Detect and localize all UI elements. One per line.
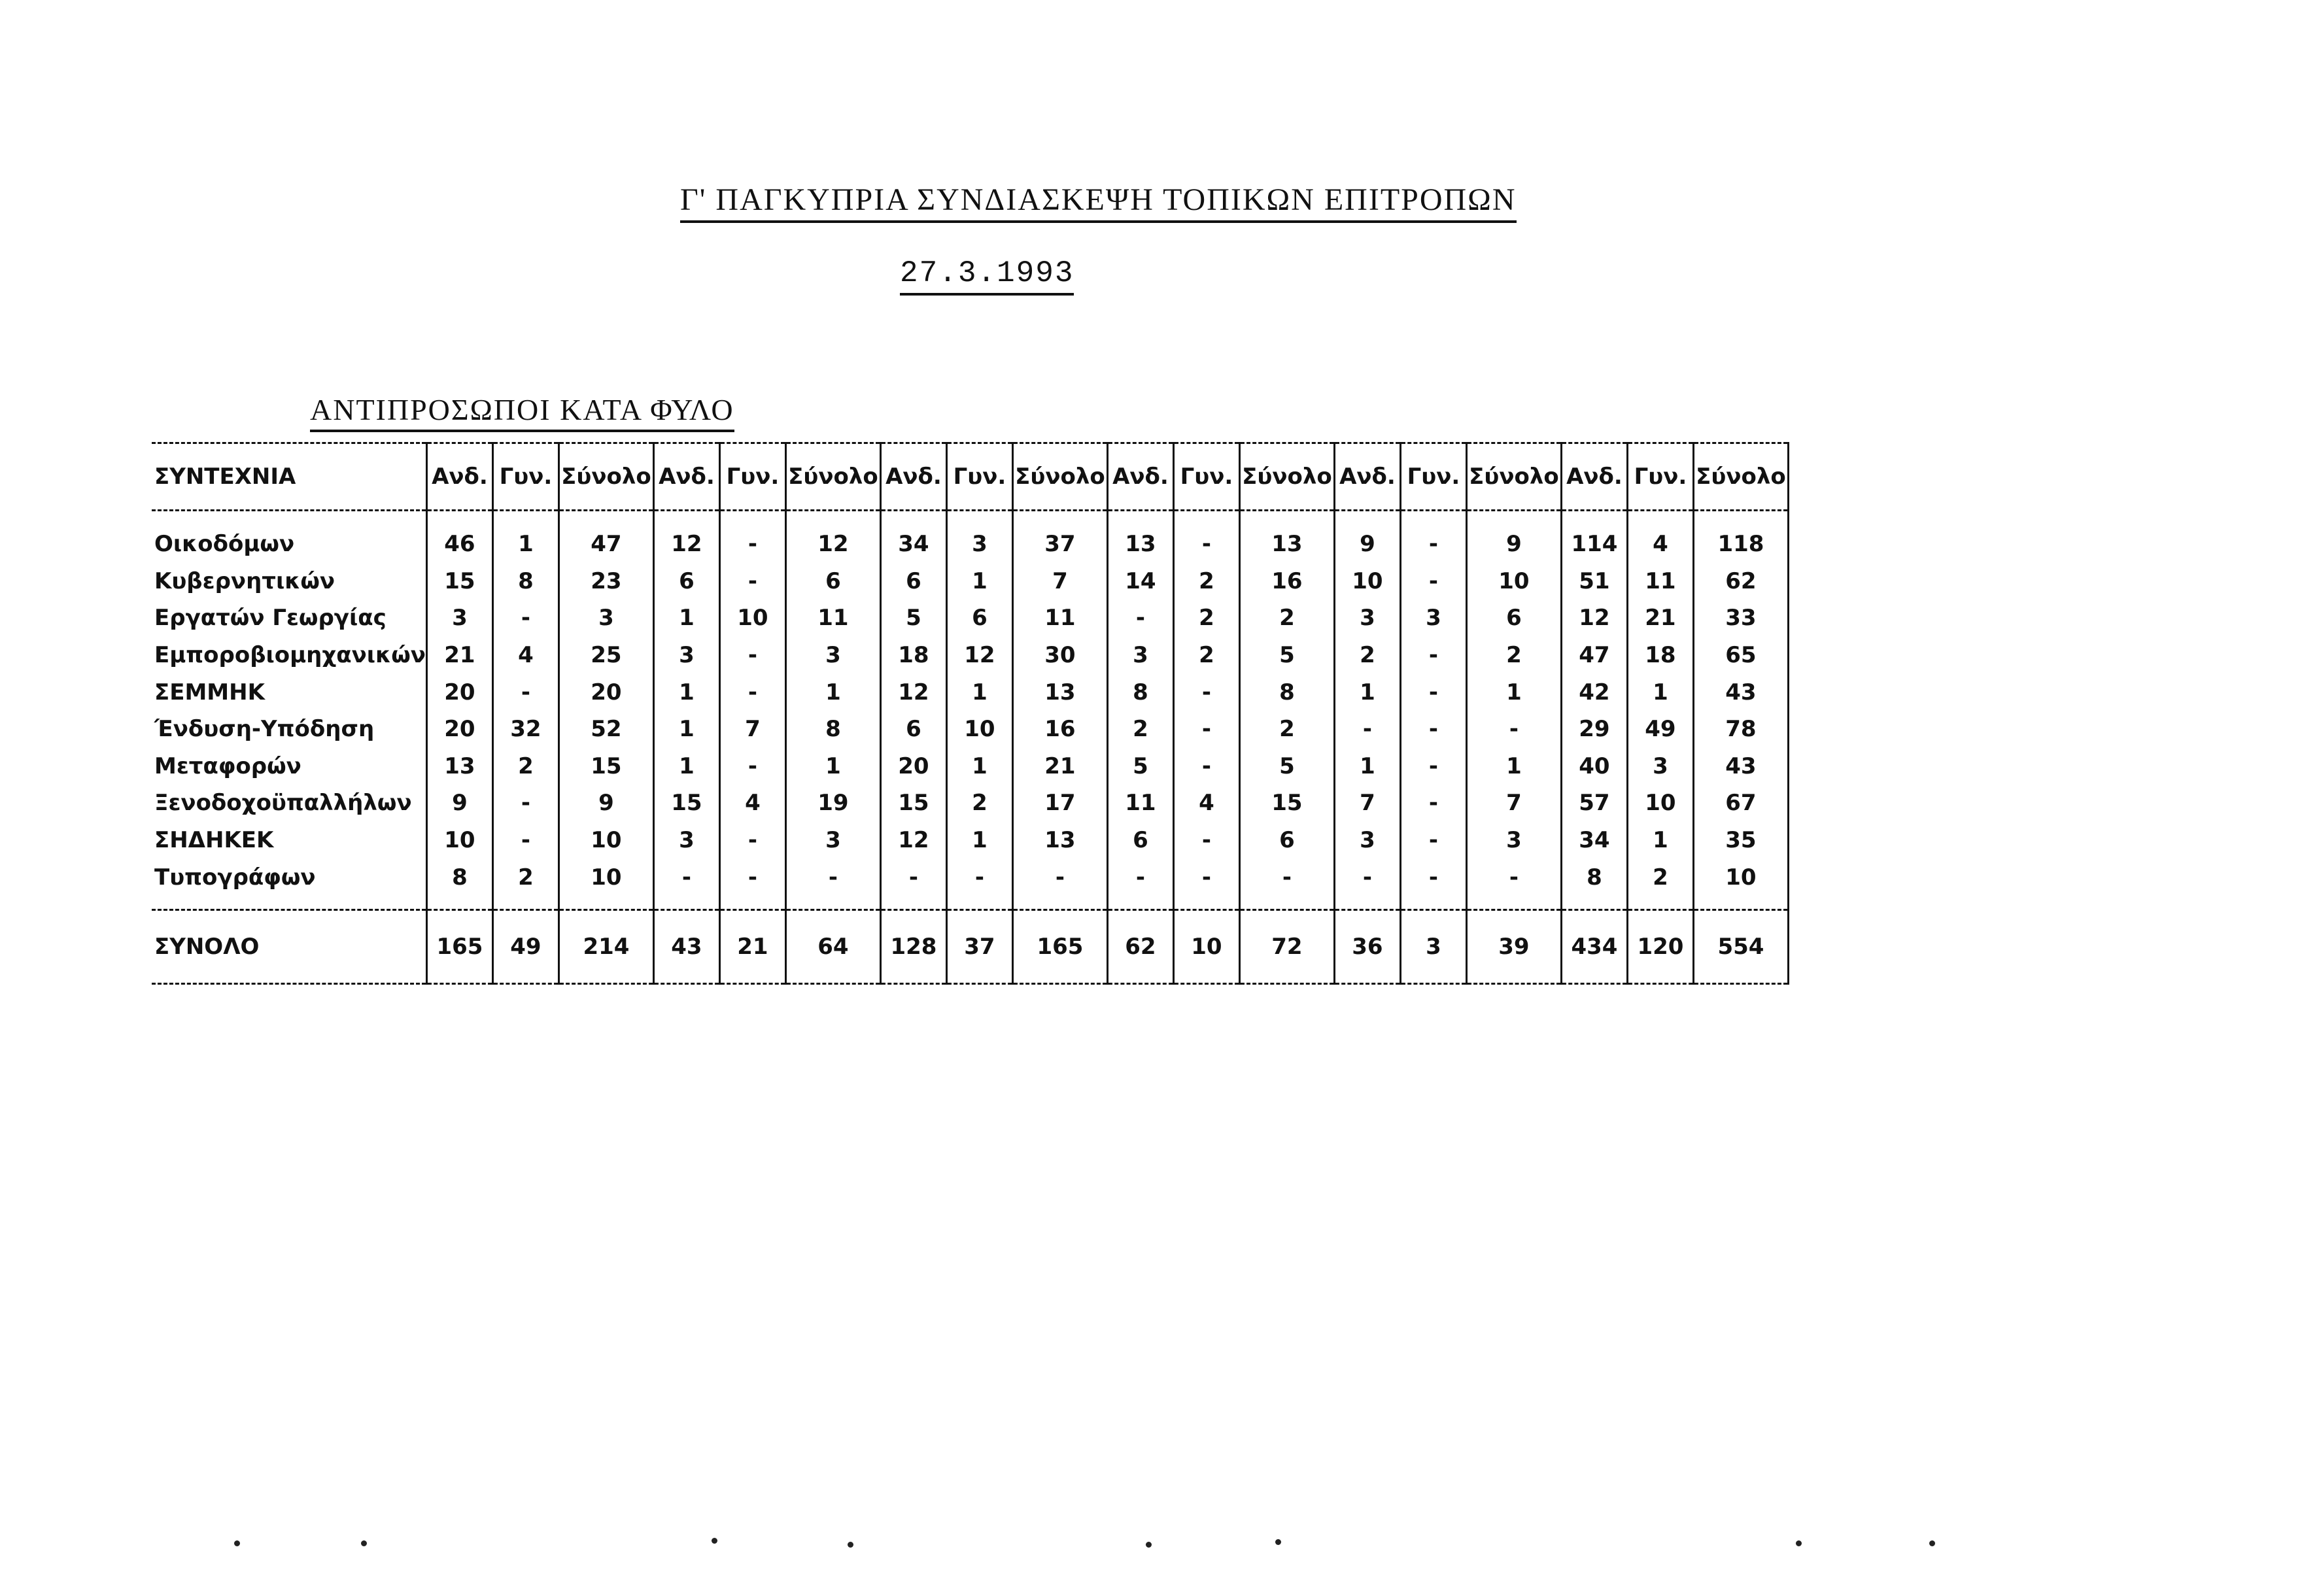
total-value-cell: 37	[946, 909, 1012, 983]
delegates-table	[152, 442, 1789, 985]
value-cell: 10	[946, 711, 1012, 748]
scan-speck	[361, 1540, 367, 1546]
value-cell: 34	[880, 511, 946, 563]
value-cell: 1	[653, 673, 719, 711]
union-name-cell: Τυπογράφων	[154, 864, 316, 891]
column-header: Σύνολο	[1012, 443, 1107, 511]
value-cell: 8	[1239, 673, 1334, 711]
value-cell: 7	[719, 711, 785, 748]
value-cell: 29	[1561, 711, 1627, 748]
value-cell: 12	[880, 822, 946, 859]
table-header-row	[152, 443, 1788, 511]
scan-speck	[848, 1542, 853, 1548]
value-cell: 2	[1173, 637, 1239, 674]
column-header: Γυν.	[1400, 443, 1466, 511]
total-value-cell: 165	[426, 909, 492, 983]
value-cell: 3	[653, 822, 719, 859]
value-cell: 2	[1334, 637, 1400, 674]
value-cell: 10	[1334, 563, 1400, 600]
value-cell: 34	[1561, 822, 1627, 859]
value-cell: 6	[880, 711, 946, 748]
value-cell: 17	[1012, 785, 1107, 822]
value-cell: -	[1400, 748, 1466, 785]
value-cell: -	[946, 858, 1012, 909]
table-row	[152, 785, 1788, 822]
value-cell: 20	[880, 748, 946, 785]
value-cell: 3	[785, 637, 880, 674]
section-title: ΑΝΤΙΠΡΟΣΩΠΟΙ ΚΑΤΑ ΦΥΛΟ	[310, 392, 734, 432]
table-row	[152, 637, 1788, 674]
value-cell: -	[492, 673, 558, 711]
value-cell: -	[492, 822, 558, 859]
value-cell: 43	[1693, 673, 1788, 711]
value-cell: 3	[1334, 600, 1400, 637]
table-row	[152, 858, 1788, 909]
value-cell: 7	[1334, 785, 1400, 822]
union-name-cell: Εμποροβιομηχανικών	[154, 642, 426, 669]
value-cell: 15	[558, 748, 653, 785]
value-cell: 16	[1239, 563, 1334, 600]
value-cell: 37	[1012, 511, 1107, 563]
value-cell: 1	[653, 600, 719, 637]
value-cell: -	[719, 673, 785, 711]
value-cell: 13	[1012, 673, 1107, 711]
value-cell: -	[1107, 858, 1173, 909]
value-cell: 6	[785, 563, 880, 600]
table-row	[152, 748, 1788, 785]
scan-speck	[712, 1538, 717, 1544]
value-cell: 15	[880, 785, 946, 822]
value-cell: -	[719, 822, 785, 859]
value-cell: 20	[426, 673, 492, 711]
value-cell: 6	[1239, 822, 1334, 859]
value-cell: 13	[1107, 511, 1173, 563]
value-cell: 1	[653, 711, 719, 748]
total-value-cell: 36	[1334, 909, 1400, 983]
value-cell: 2	[1239, 711, 1334, 748]
column-header: Σύνολο	[785, 443, 880, 511]
value-cell: 14	[1107, 563, 1173, 600]
value-cell: 47	[558, 511, 653, 563]
total-value-cell: 39	[1466, 909, 1561, 983]
column-header: Ανδ.	[880, 443, 946, 511]
union-name-cell: Ένδυση-Υπόδηση	[154, 716, 375, 743]
value-cell: -	[1173, 822, 1239, 859]
value-cell: 9	[426, 785, 492, 822]
value-cell: 3	[426, 600, 492, 637]
value-cell: 43	[1693, 748, 1788, 785]
scan-speck	[1929, 1540, 1935, 1546]
value-cell: 3	[1400, 600, 1466, 637]
value-cell: 1	[1627, 673, 1693, 711]
value-cell: 3	[1627, 748, 1693, 785]
column-header: Γυν.	[719, 443, 785, 511]
table-row	[152, 673, 1788, 711]
value-cell: 46	[426, 511, 492, 563]
value-cell: 3	[1107, 637, 1173, 674]
value-cell: 10	[1627, 785, 1693, 822]
value-cell: -	[492, 600, 558, 637]
table-body	[152, 511, 1788, 910]
scan-speck	[234, 1540, 240, 1546]
value-cell: -	[1107, 600, 1173, 637]
value-cell: 33	[1693, 600, 1788, 637]
column-header: Ανδ.	[1107, 443, 1173, 511]
total-value-cell: 128	[880, 909, 946, 983]
union-name-cell: ΣΗΔΗΚΕΚ	[154, 827, 274, 854]
value-cell: -	[1334, 858, 1400, 909]
value-cell: 21	[1012, 748, 1107, 785]
value-cell: 10	[426, 822, 492, 859]
value-cell: -	[1400, 822, 1466, 859]
value-cell: 3	[653, 637, 719, 674]
scan-speck	[1796, 1540, 1802, 1546]
total-value-cell: 554	[1693, 909, 1788, 983]
value-cell: 23	[558, 563, 653, 600]
value-cell: -	[1173, 748, 1239, 785]
value-cell: 10	[558, 822, 653, 859]
value-cell: -	[880, 858, 946, 909]
value-cell: -	[719, 748, 785, 785]
table-total-row	[152, 909, 1788, 983]
value-cell: 13	[1239, 511, 1334, 563]
total-value-cell: 64	[785, 909, 880, 983]
value-cell: -	[1466, 711, 1561, 748]
value-cell: 2	[946, 785, 1012, 822]
value-cell: 5	[1107, 748, 1173, 785]
value-cell: -	[1173, 673, 1239, 711]
value-cell: 20	[426, 711, 492, 748]
value-cell: 5	[1239, 748, 1334, 785]
value-cell: -	[1334, 711, 1400, 748]
value-cell: 12	[1561, 600, 1627, 637]
value-cell: -	[1400, 785, 1466, 822]
value-cell: 57	[1561, 785, 1627, 822]
value-cell: 9	[558, 785, 653, 822]
column-header: Ανδ.	[653, 443, 719, 511]
value-cell: 114	[1561, 511, 1627, 563]
value-cell: 12	[653, 511, 719, 563]
value-cell: 1	[1334, 748, 1400, 785]
value-cell: -	[785, 858, 880, 909]
total-value-cell: 72	[1239, 909, 1334, 983]
total-value-cell: 10	[1173, 909, 1239, 983]
column-header: Σύνολο	[558, 443, 653, 511]
value-cell: 8	[426, 858, 492, 909]
union-name-cell: Ξενοδοχοϋπαλλήλων	[154, 790, 412, 817]
table-row	[152, 563, 1788, 600]
value-cell: 2	[1107, 711, 1173, 748]
column-header: Σύνολο	[1466, 443, 1561, 511]
value-cell: 2	[1239, 600, 1334, 637]
value-cell: 52	[558, 711, 653, 748]
value-cell: -	[1012, 858, 1107, 909]
value-cell: -	[653, 858, 719, 909]
value-cell: -	[1239, 858, 1334, 909]
union-name-cell: Μεταφορών	[154, 753, 301, 779]
value-cell: 1	[785, 673, 880, 711]
total-value-cell: 434	[1561, 909, 1627, 983]
value-cell: 6	[1107, 822, 1173, 859]
value-cell: 5	[1239, 637, 1334, 674]
value-cell: 118	[1693, 511, 1788, 563]
value-cell: 3	[1466, 822, 1561, 859]
value-cell: 4	[1173, 785, 1239, 822]
value-cell: -	[1400, 858, 1466, 909]
value-cell: 35	[1693, 822, 1788, 859]
value-cell: 4	[1627, 511, 1693, 563]
value-cell: 13	[1012, 822, 1107, 859]
column-header: Ανδ.	[1561, 443, 1627, 511]
value-cell: 1	[1334, 673, 1400, 711]
value-cell: -	[1400, 711, 1466, 748]
total-value-cell: 43	[653, 909, 719, 983]
value-cell: 3	[785, 822, 880, 859]
value-cell: -	[1466, 858, 1561, 909]
value-cell: 10	[1466, 563, 1561, 600]
value-cell: 11	[1107, 785, 1173, 822]
value-cell: 65	[1693, 637, 1788, 674]
value-cell: 4	[719, 785, 785, 822]
column-header-union: ΣΥΝΤΕΧΝΙΑ	[152, 443, 426, 511]
value-cell: 6	[1466, 600, 1561, 637]
value-cell: 1	[946, 673, 1012, 711]
value-cell: 25	[558, 637, 653, 674]
value-cell: 19	[785, 785, 880, 822]
value-cell: 6	[880, 563, 946, 600]
total-value-cell: 21	[719, 909, 785, 983]
value-cell: 11	[1627, 563, 1693, 600]
value-cell: 32	[492, 711, 558, 748]
value-cell: 21	[1627, 600, 1693, 637]
value-cell: 4	[492, 637, 558, 674]
column-header: Ανδ.	[426, 443, 492, 511]
value-cell: 49	[1627, 711, 1693, 748]
value-cell: -	[719, 637, 785, 674]
value-cell: 8	[1561, 858, 1627, 909]
value-cell: 16	[1012, 711, 1107, 748]
value-cell: 21	[426, 637, 492, 674]
value-cell: 9	[1334, 511, 1400, 563]
value-cell: 11	[785, 600, 880, 637]
table-row	[152, 600, 1788, 637]
value-cell: 67	[1693, 785, 1788, 822]
column-header: Γυν.	[1173, 443, 1239, 511]
scan-speck	[1275, 1539, 1281, 1545]
value-cell: 42	[1561, 673, 1627, 711]
column-header: Σύνολο	[1239, 443, 1334, 511]
value-cell: -	[492, 785, 558, 822]
value-cell: -	[719, 858, 785, 909]
value-cell: 12	[785, 511, 880, 563]
total-value-cell: 214	[558, 909, 653, 983]
union-name-cell: Οικοδόμων	[154, 531, 295, 558]
value-cell: 8	[1107, 673, 1173, 711]
total-value-cell: 49	[492, 909, 558, 983]
value-cell: 7	[1466, 785, 1561, 822]
value-cell: 40	[1561, 748, 1627, 785]
total-value-cell: 3	[1400, 909, 1466, 983]
value-cell: -	[1400, 511, 1466, 563]
value-cell: 2	[492, 748, 558, 785]
value-cell: 13	[426, 748, 492, 785]
value-cell: 18	[1627, 637, 1693, 674]
value-cell: 8	[492, 563, 558, 600]
value-cell: 2	[1173, 600, 1239, 637]
value-cell: 9	[1466, 511, 1561, 563]
column-header: Σύνολο	[1693, 443, 1788, 511]
column-header: Γυν.	[946, 443, 1012, 511]
value-cell: 1	[1466, 748, 1561, 785]
value-cell: 10	[1693, 858, 1788, 909]
value-cell: 2	[1627, 858, 1693, 909]
value-cell: -	[1400, 673, 1466, 711]
value-cell: 10	[719, 600, 785, 637]
total-value-cell: 120	[1627, 909, 1693, 983]
value-cell: 1	[946, 822, 1012, 859]
value-cell: 3	[946, 511, 1012, 563]
column-header: Ανδ.	[1334, 443, 1400, 511]
value-cell: 6	[946, 600, 1012, 637]
value-cell: -	[1400, 563, 1466, 600]
value-cell: 1	[785, 748, 880, 785]
value-cell: 18	[880, 637, 946, 674]
value-cell: 30	[1012, 637, 1107, 674]
column-header: Γυν.	[1627, 443, 1693, 511]
value-cell: 47	[1561, 637, 1627, 674]
union-name-cell: ΣΕΜΜΗΚ	[154, 679, 265, 705]
value-cell: -	[1173, 711, 1239, 748]
table-row	[152, 511, 1788, 563]
value-cell: 1	[653, 748, 719, 785]
value-cell: 8	[785, 711, 880, 748]
table-row	[152, 711, 1788, 748]
total-value-cell: 62	[1107, 909, 1173, 983]
value-cell: 1	[946, 563, 1012, 600]
value-cell: 15	[653, 785, 719, 822]
union-name-cell: Εργατών Γεωργίας	[154, 605, 387, 632]
value-cell: -	[719, 563, 785, 600]
value-cell: 2	[492, 858, 558, 909]
value-cell: 51	[1561, 563, 1627, 600]
value-cell: 6	[653, 563, 719, 600]
value-cell: 62	[1693, 563, 1788, 600]
value-cell: 20	[558, 673, 653, 711]
scan-speck	[1146, 1542, 1152, 1548]
value-cell: 1	[946, 748, 1012, 785]
value-cell: 15	[426, 563, 492, 600]
value-cell: 3	[1334, 822, 1400, 859]
total-value-cell: 165	[1012, 909, 1107, 983]
value-cell: 15	[1239, 785, 1334, 822]
value-cell: 7	[1012, 563, 1107, 600]
document-date: 27.3.1993	[900, 256, 1074, 296]
value-cell: 1	[1466, 673, 1561, 711]
document-title: Γ' ΠΑΓΚΥΠΡΙΑ ΣΥΝΔΙΑΣΚΕΨΗ ΤΟΠΙΚΩΝ ΕΠΙΤΡΟΠΩΝ	[680, 182, 1517, 223]
value-cell: 10	[558, 858, 653, 909]
table-row	[152, 822, 1788, 859]
value-cell: 12	[946, 637, 1012, 674]
column-header: Γυν.	[492, 443, 558, 511]
total-label-cell: ΣΥΝΟΛΟ	[152, 909, 426, 983]
value-cell: -	[1173, 511, 1239, 563]
union-name-cell: Κυβερνητικών	[154, 568, 335, 594]
value-cell: 12	[880, 673, 946, 711]
value-cell: -	[1400, 637, 1466, 674]
value-cell: 3	[558, 600, 653, 637]
value-cell: 2	[1466, 637, 1561, 674]
value-cell: 2	[1173, 563, 1239, 600]
value-cell: 11	[1012, 600, 1107, 637]
value-cell: -	[1173, 858, 1239, 909]
value-cell: -	[719, 511, 785, 563]
value-cell: 78	[1693, 711, 1788, 748]
value-cell: 5	[880, 600, 946, 637]
value-cell: 1	[492, 511, 558, 563]
value-cell: 1	[1627, 822, 1693, 859]
